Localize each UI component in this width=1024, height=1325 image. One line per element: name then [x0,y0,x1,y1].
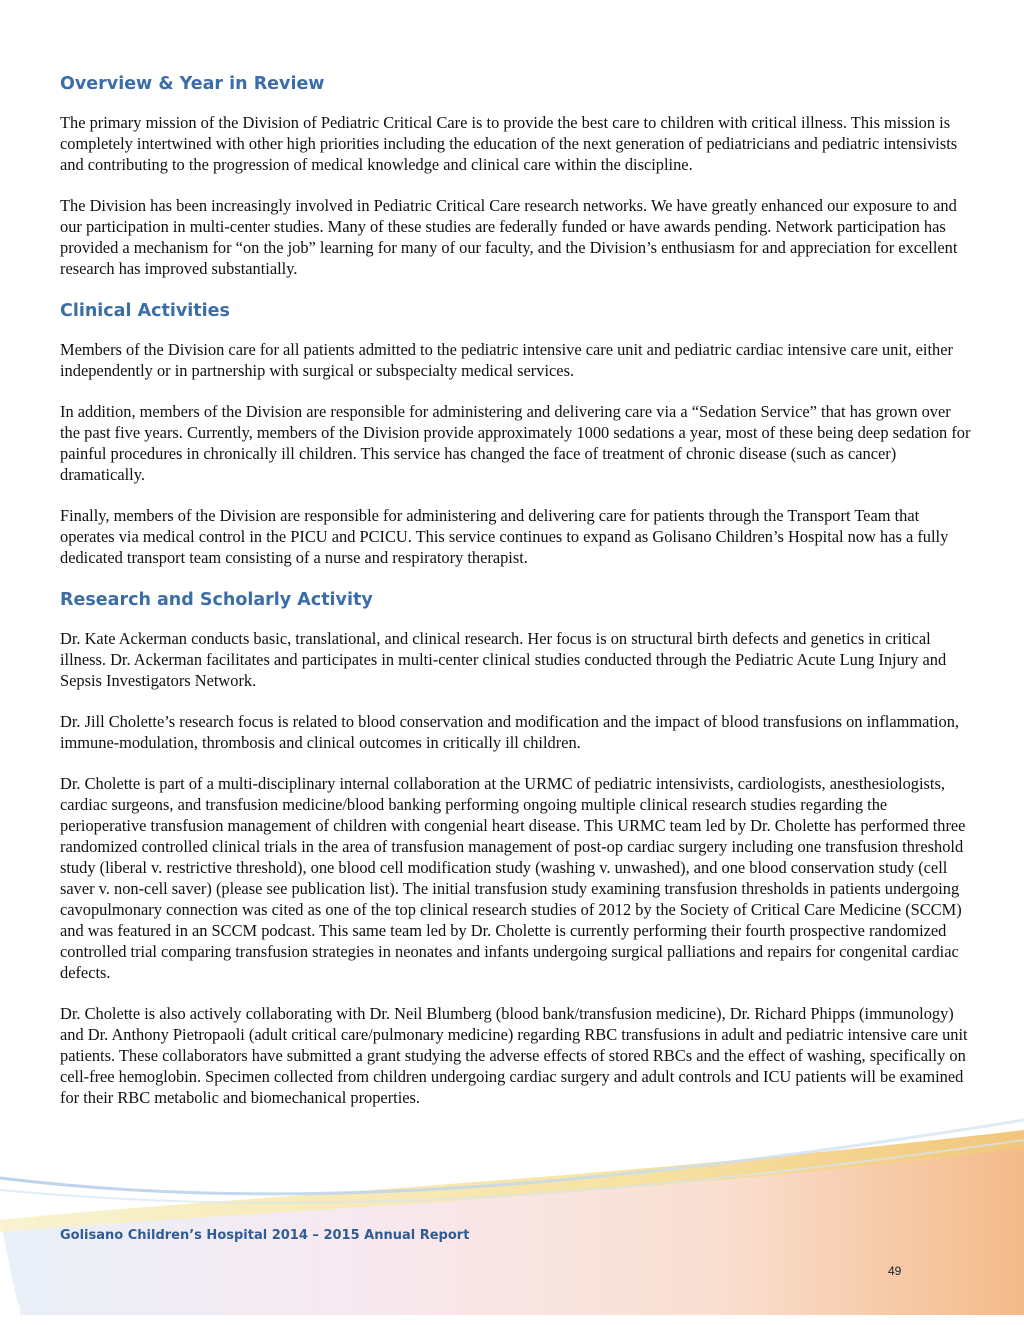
section-heading-clinical-activities: Clinical Activities [60,301,230,321]
paragraph: The primary mission of the Division of Pediatric Critical Care is to provide the best care to children with critical illness. This mission is completely intertwined with other high priorities including the education of the next generation of pediatricians and pediatric intensivists and contributing to the progression of medical knowledge and clinical care within the discipline. [60,113,958,174]
paragraph: Dr. Cholette is also actively collaborating with Dr. Neil Blumberg (blood bank/transfusion medicine), Dr. Richard Phipps (immunology) and Dr. Anthony Pietropaoli (adult critical care/pulmonary medicine) regarding RBC transfusions in adult and pediatric intensive care unit patients. These collaborators have submitted a grant studying the adverse effects of stored RBCs and the effect of washing, specifically on cell-free hemoglobin. Specimen collected from children undergoing cardiac surgery and adult controls and ICU patients will be examined for their RBC metabolic and biomechanical properties. [60,1004,968,1107]
report-title-footer: Golisano Children’s Hospital 2014 – 2015 Annual Report [60,1228,470,1243]
page-number: 49 [888,1264,902,1278]
section-heading-research: Research and Scholarly Activity [60,590,373,610]
paragraph: In addition, members of the Division are responsible for administering and delivering care via a “Sedation Service” that has grown over the past five years. Currently, members of the Division provide approximately 1000 sedations a year, most of these being deep sedation for painful procedures in chronically ill children. This service has changed the face of treatment of chronic disease (such as cancer) dramatically. [60,402,971,484]
paragraph: Dr. Jill Cholette’s research focus is related to blood conservation and modification and the impact of blood transfusions on inflammation, immune-modulation, thrombosis and clinical outcomes in critically ill children. [60,712,960,752]
paragraph: Members of the Division care for all patients admitted to the pediatric intensive care unit and pediatric cardiac intensive care unit, either independently or in partnership with surgical or subspecialty medical services. [60,340,953,380]
paragraph: The Division has been increasingly involved in Pediatric Critical Care research networks. We have greatly enhanced our exposure to and our participation in multi-center studies. Many of these studies are federally funded or have awards pending. Network participation has provided a mechanism for “on the job” learning for many of our faculty, and the Division’s enthusiasm for and appreciation for excellent research has improved substantially. [60,196,958,278]
decorative-footer-swoosh [0,1100,1024,1325]
section-heading-overview: Overview & Year in Review [60,74,325,94]
paragraph: Finally, members of the Division are responsible for administering and delivering care for patients through the Transport Team that operates via medical control in the PICU and PCICU. This service continues to expand as Golisano Children’s Hospital now has a fully dedicated transport team consisting of a nurse and respiratory therapist. [60,506,949,567]
main-content [60,70,972,1108]
paragraph: Dr. Kate Ackerman conducts basic, translational, and clinical research. Her focus is on structural birth defects and genetics in critical illness. Dr. Ackerman facilitates and participates in multi-center clinical studies conducted through the Pediatric Acute Lung Injury and Sepsis Investigators Network. [60,629,947,690]
paragraph: Dr. Cholette is part of a multi-disciplinary internal collaboration at the URMC of pediatric intensivists, cardiologists, anesthesiologists, cardiac surgeons, and transfusion medicine/blood banking performing ongoing multiple clinical research studies regarding the perioperative transfusion management of children with congenial heart disease. This URMC team led by Dr. Cholette has performed three randomized controlled clinical trials in the area of transfusion management of post-op cardiac surgery including one transfusion threshold study (liberal v. restrictive threshold), one blood cell modification study (washing v. unwashed), and one blood conservation study (cell saver v. non-cell saver) (please see publication list). The initial transfusion study examining transfusion thresholds in patients undergoing cavopulmonary connection was cited as one of the top clinical research studies of 2012 by the Society of Critical Care Medicine (SCCM) and was featured in an SCCM podcast. This same team led by Dr. Cholette is currently performing their fourth prospective randomized controlled trial comparing transfusion strategies in neonates and infants undergoing surgical palliations and repairs for congenital cardiac defects. [60,774,966,982]
